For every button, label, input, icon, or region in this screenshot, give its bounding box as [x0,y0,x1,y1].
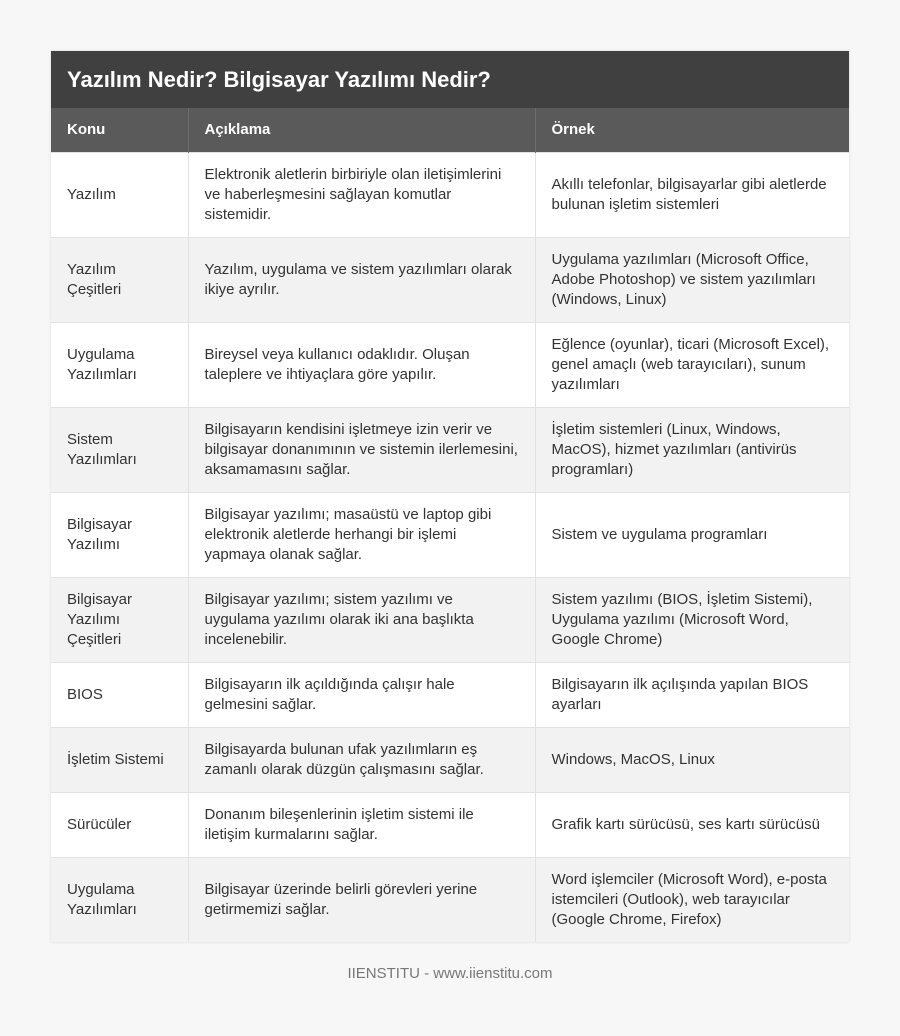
cell-aciklama: Bilgisayar yazılımı; sistem yazılımı ve uygulama yazılımı olarak iki ana başlıkta incelenebilir. [188,577,535,662]
cell-aciklama: Yazılım, uygulama ve sistem yazılımları olarak ikiye ayrılır. [188,237,535,322]
cell-ornek: Akıllı telefonlar, bilgisayarlar gibi aletlerde bulunan işletim sistemleri [535,152,849,237]
cell-aciklama: Donanım bileşenlerinin işletim sistemi ile iletişim kurmalarını sağlar. [188,792,535,857]
column-header-aciklama: Açıklama [188,108,535,152]
cell-konu: BIOS [51,662,188,727]
cell-ornek: Sistem ve uygulama programları [535,492,849,577]
table-row [51,322,849,407]
table-row [51,857,849,942]
cell-aciklama: Bilgisayarın kendisini işletmeye izin verir ve bilgisayar donanımının ve sistemin ilerlemesini, aksamamasını sağlar. [188,407,535,492]
cell-ornek: Word işlemciler (Microsoft Word), e-posta istemcileri (Outlook), web tarayıcılar (Google Chrome, Firefox) [535,857,849,942]
cell-konu: Bilgisayar Yazılımı Çeşitleri [51,577,188,662]
table-row [51,407,849,492]
cell-aciklama: Bilgisayar üzerinde belirli görevleri yerine getirmemizi sağlar. [188,857,535,942]
cell-ornek: Sistem yazılımı (BIOS, İşletim Sistemi), Uygulama yazılımı (Microsoft Word, Google Chrome) [535,577,849,662]
table-row [51,727,849,792]
data-table [51,108,849,942]
cell-aciklama: Bilgisayarın ilk açıldığında çalışır hale gelmesini sağlar. [188,662,535,727]
footer-credit: IIENSTITU - www.iienstitu.com [347,965,553,982]
table-row [51,237,849,322]
column-header-ornek: Örnek [535,108,849,152]
cell-ornek: Uygulama yazılımları (Microsoft Office, Adobe Photoshop) ve sistem yazılımları (Windows, Linux) [535,237,849,322]
cell-konu: İşletim Sistemi [51,727,188,792]
table-body [51,152,849,942]
cell-ornek: İşletim sistemleri (Linux, Windows, MacOS), hizmet yazılımları (antivirüs programları) [535,407,849,492]
table-row [51,492,849,577]
table-row [51,792,849,857]
cell-konu: Sistem Yazılımları [51,407,188,492]
table-row [51,152,849,237]
table-row [51,662,849,727]
column-header-konu: Konu [51,108,188,152]
cell-aciklama: Bilgisayar yazılımı; masaüstü ve laptop gibi elektronik aletlerde herhangi bir işlemi yapmaya olanak sağlar. [188,492,535,577]
cell-ornek: Eğlence (oyunlar), ticari (Microsoft Excel), genel amaçlı (web tarayıcıları), sunum yazılımları [535,322,849,407]
cell-ornek: Bilgisayarın ilk açılışında yapılan BIOS ayarları [535,662,849,727]
table-card [51,51,849,942]
page-title: Yazılım Nedir? Bilgisayar Yazılımı Nedir? [51,51,849,108]
cell-konu: Yazılım Çeşitleri [51,237,188,322]
cell-aciklama: Elektronik aletlerin birbiriyle olan iletişimlerini ve haberleşmesini sağlayan komutlar sistemidir. [188,152,535,237]
cell-aciklama: Bilgisayarda bulunan ufak yazılımların eş zamanlı olarak düzgün çalışmasını sağlar. [188,727,535,792]
cell-konu: Sürücüler [51,792,188,857]
cell-konu: Uygulama Yazılımları [51,857,188,942]
cell-konu: Yazılım [51,152,188,237]
cell-aciklama: Bireysel veya kullanıcı odaklıdır. Oluşan taleplere ve ihtiyaçlara göre yapılır. [188,322,535,407]
cell-ornek: Grafik kartı sürücüsü, ses kartı sürücüsü [535,792,849,857]
table-row [51,577,849,662]
cell-konu: Uygulama Yazılımları [51,322,188,407]
cell-konu: Bilgisayar Yazılımı [51,492,188,577]
cell-ornek: Windows, MacOS, Linux [535,727,849,792]
table-header [51,108,849,152]
